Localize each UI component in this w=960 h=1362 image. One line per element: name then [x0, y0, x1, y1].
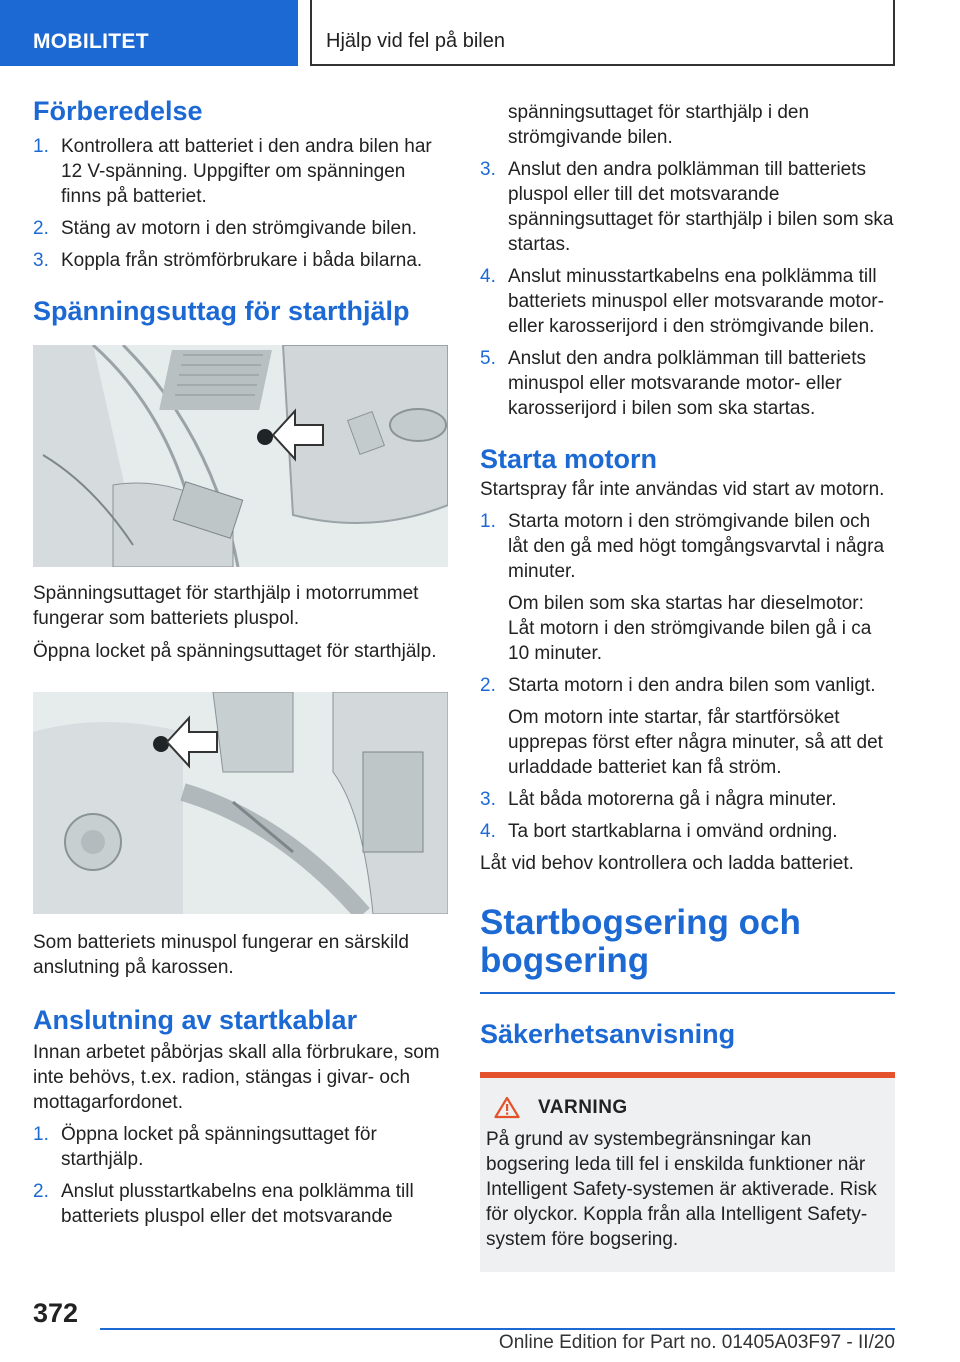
heading-cables: Anslutning av startkablar	[33, 1005, 358, 1035]
list-item: 3. Låt båda motorerna gå i några minuter.	[480, 789, 837, 810]
heading-socket: Spänningsuttag för starthjälp	[33, 296, 410, 326]
list-item: 2. Stäng av motorn i den strömgivande bilen.	[33, 218, 417, 239]
cable-steps-continued	[480, 157, 895, 421]
start-intro: Startspray får inte användas vid start av motorn.	[480, 479, 885, 500]
heading-safety: Säkerhetsanvisning	[480, 1019, 736, 1049]
list-item: 4. Anslut minusstartkabelns ena polklämma till batteriets minuspol eller motsvarande motor- eller karosserijord i den strömgivande bilen.	[480, 266, 884, 337]
section-tab	[0, 0, 298, 66]
engine-illustration-negative	[33, 692, 448, 914]
edition-note: Online Edition for Part no. 01405A03F97 - II/20	[498, 1332, 895, 1353]
warning-header	[494, 1096, 881, 1119]
warning-text: På grund av systembegränsningar kan bogsering leda till fel i enskilda funktioner när Intelligent Safety-systemen är aktiverade. Risk för olyckor. Koppla från alla Intelligent Safety-system före bogsering.	[486, 1129, 877, 1250]
right-column	[480, 100, 895, 1272]
heading-start-engine: Starta motorn	[480, 444, 658, 474]
warning-triangle-icon	[494, 1096, 520, 1119]
list-item: 4. Ta bort startkablarna i omvänd ordning.	[480, 821, 838, 842]
section-label: MOBILITET	[33, 30, 149, 53]
footer-divider	[100, 1328, 895, 1330]
start-steps	[480, 509, 895, 844]
page-header	[0, 0, 960, 66]
warning-label: VARNING	[538, 1096, 628, 1118]
engine-bay-photo-2	[33, 692, 448, 914]
section-divider	[480, 992, 895, 994]
page-number: 372	[33, 1298, 79, 1328]
cable-steps	[33, 1122, 448, 1229]
engine-bay-photo-1	[33, 345, 448, 567]
preparation-steps	[33, 134, 448, 273]
cable-step2-continuation: spänningsuttaget för starthjälp i den strömgivande bilen.	[508, 102, 810, 148]
list-item: 3. Anslut den andra polklämman till batteriets pluspol eller till det motsvarande spänningsuttaget för starthjälp i bilen som ska startas.	[480, 159, 894, 255]
list-item: 2. Starta motorn i den andra bilen som vanligt. Om motorn inte startar, får startförsöket upprepas först efter några minuter, så att det urladdade batteriet kan få ström.	[480, 675, 883, 778]
chapter-label: Hjälp vid fel på bilen	[326, 30, 505, 52]
list-item: 3. Koppla från strömförbrukare i båda bilarna.	[33, 250, 423, 271]
engine-illustration-positive	[33, 345, 448, 567]
chapter-box	[310, 0, 895, 66]
heading-preparation: Förberedelse	[33, 96, 203, 126]
list-item: 5. Anslut den andra polklämman till batteriets minuspol eller motsvarande motor- eller karosserijord i bilen som ska startas.	[480, 348, 867, 419]
heading-towing: Startbogsering och bogsering	[480, 903, 801, 980]
socket-caption: Spänningsuttaget för starthjälp i motorrummet fungerar som batteriets pluspol.	[33, 583, 419, 629]
list-item: 1. Kontrollera att batteriet i den andra bilen har 12 V-spänning. Uppgifter om spänningen finns på batteriet.	[33, 136, 432, 207]
minus-caption: Som batteriets minuspol fungerar en särskild anslutning på karossen.	[33, 932, 409, 978]
socket-open-text: Öppna locket på spänningsuttaget för starthjälp.	[33, 641, 437, 662]
warning-box	[480, 1072, 895, 1272]
list-item: 2. Anslut plusstartkabelns ena polklämma till batteriets pluspol eller det motsvarande	[33, 1181, 414, 1227]
list-item: 1. Öppna locket på spänningsuttaget för starthjälp.	[33, 1124, 377, 1170]
left-column	[33, 95, 448, 1229]
list-item: 1. Starta motorn i den strömgivande bilen och låt den gå med högt tomgångsvarvtal i några minuter. Om bilen som ska startas har dieselmotor: Låt motorn i den strömgivande bilen gå i ca 10 minuter.	[480, 511, 885, 664]
cables-intro: Innan arbetet påbörjas skall alla förbrukare, som inte behövs, t.ex. radion, stängas i givar- och mottagarfordonet.	[33, 1042, 440, 1113]
start-outro: Låt vid behov kontrollera och ladda batteriet.	[480, 853, 854, 874]
